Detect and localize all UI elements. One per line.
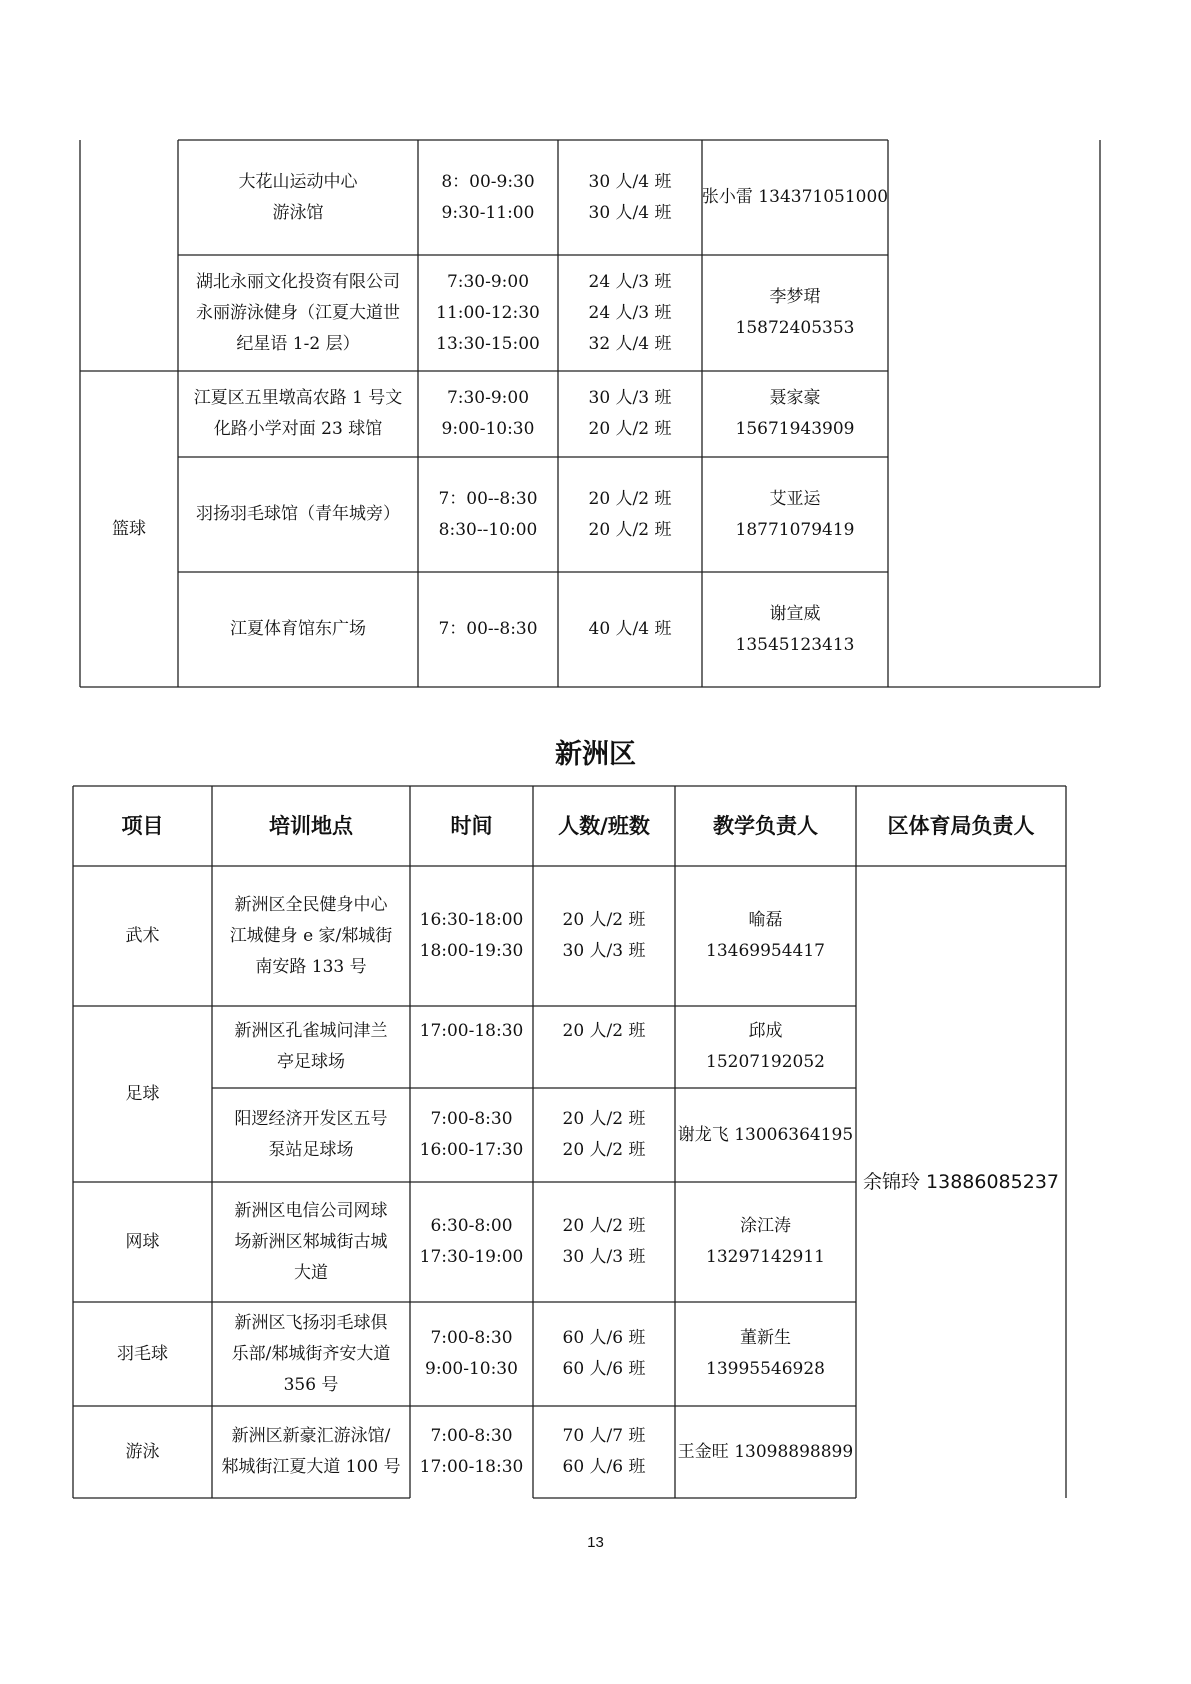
contact-line: 18771079419 — [735, 519, 855, 540]
capacity-cell — [558, 572, 702, 687]
sport-label: 羽毛球 — [117, 1343, 168, 1364]
capacity-line: 30 人/4 班 — [588, 171, 672, 192]
header-label: 项目 — [121, 813, 164, 838]
time-line: 9:30-11:00 — [441, 202, 535, 223]
contact-cell — [675, 866, 856, 1006]
location-line: 乐部/邾城街齐安大道 — [231, 1343, 391, 1364]
capacity-cell — [558, 371, 702, 457]
time-cell — [410, 1182, 533, 1302]
location-cell — [178, 140, 418, 255]
time-line: 7：00--8:30 — [438, 488, 538, 509]
location-cell — [178, 572, 418, 687]
time-cell — [418, 457, 558, 572]
sport-cell-badminton — [73, 1302, 212, 1406]
district-contact: 余锦玲 13886085237 — [862, 1170, 1059, 1193]
location-cell — [178, 255, 418, 371]
header-label: 时间 — [450, 813, 493, 838]
location-line: 新洲区孔雀城问津兰 — [234, 1021, 388, 1041]
time-line: 8：00-9:30 — [441, 171, 535, 192]
location-line: 亭足球场 — [277, 1052, 345, 1072]
contact-cell — [675, 1406, 856, 1498]
location-line: 新洲区全民健身中心 — [234, 894, 388, 915]
header-location — [212, 786, 410, 866]
capacity-cell — [533, 1182, 675, 1302]
sport-cell-wushu — [73, 866, 212, 1006]
location-cell — [212, 1088, 410, 1182]
contact-line: 13545123413 — [735, 634, 855, 655]
time-cell — [410, 1302, 533, 1406]
contact-line: 13297142911 — [706, 1247, 825, 1267]
capacity-line: 24 人/3 班 — [588, 302, 672, 323]
time-cell — [418, 140, 558, 255]
location-line: 新洲区新豪汇游泳馆/ — [231, 1426, 391, 1446]
sport-cell-swimming — [73, 1406, 212, 1498]
time-cell — [410, 1006, 533, 1088]
capacity-line: 20 人/2 班 — [562, 910, 646, 930]
contact-line: 邱成 — [748, 1021, 783, 1041]
location-cell — [212, 1006, 410, 1088]
time-line: 18:00-19:30 — [419, 941, 524, 961]
location-line: 江夏体育馆东广场 — [230, 619, 366, 639]
contact-line: 董新生 — [740, 1328, 791, 1348]
header-sport — [73, 786, 212, 866]
capacity-line: 20 人/2 班 — [562, 1021, 646, 1041]
contact-cell — [702, 572, 888, 687]
sport-label: 篮球 — [112, 518, 146, 539]
capacity-cell — [533, 866, 675, 1006]
capacity-cell — [533, 1006, 675, 1088]
time-line: 16:30-18:00 — [419, 910, 524, 930]
capacity-line: 20 人/2 班 — [588, 519, 672, 540]
sport-cell-basketball — [80, 371, 178, 687]
contact-line: 涂江涛 — [740, 1216, 791, 1236]
header-district-lead — [856, 786, 1066, 866]
contact-line: 15671943909 — [735, 419, 855, 439]
contact-cell — [675, 1182, 856, 1302]
header-label: 区体育局负责人 — [887, 813, 1035, 838]
location-cell — [178, 371, 418, 457]
time-cell — [410, 1088, 533, 1182]
time-cell — [410, 866, 533, 1006]
contact-cell — [675, 1006, 856, 1088]
time-cell — [418, 255, 558, 371]
location-line: 大道 — [294, 1262, 328, 1283]
sport-cell-tennis — [73, 1182, 212, 1302]
contact-line: 艾亚运 — [769, 488, 821, 509]
location-line: 泵站足球场 — [268, 1140, 354, 1160]
time-line: 7:00-8:30 — [430, 1109, 513, 1129]
time-line: 17:00-18:30 — [419, 1021, 524, 1041]
capacity-cell — [558, 140, 702, 255]
location-line: 新洲区电信公司网球 — [234, 1200, 388, 1221]
location-cell — [212, 1182, 410, 1302]
location-line: 化路小学对面 23 球馆 — [213, 419, 383, 439]
time-line: 17:30-19:00 — [419, 1247, 524, 1267]
section-title: 新洲区 — [555, 739, 636, 770]
capacity-cell — [558, 457, 702, 572]
capacity-line: 32 人/4 班 — [588, 333, 672, 354]
location-cell — [178, 457, 418, 572]
header-time — [410, 786, 533, 866]
capacity-line: 70 人/7 班 — [562, 1426, 646, 1446]
time-line: 9:00-10:30 — [425, 1359, 518, 1379]
district-contact-cell — [856, 866, 1066, 1498]
capacity-cell — [533, 1406, 675, 1498]
location-line: 江城健身 e 家/邾城街 — [229, 925, 393, 946]
location-cell — [212, 1406, 410, 1498]
capacity-cell — [558, 255, 702, 371]
contact-line: 王金旺 13098898899 — [677, 1441, 854, 1462]
capacity-line: 30 人/3 班 — [588, 388, 672, 408]
location-cell — [212, 866, 410, 1006]
capacity-line: 60 人/6 班 — [562, 1359, 646, 1379]
location-line: 南安路 133 号 — [255, 956, 367, 977]
contact-line: 谢龙飞 13006364195 — [677, 1124, 854, 1145]
capacity-line: 20 人/2 班 — [562, 1109, 646, 1129]
location-line: 永丽游泳健身（江夏大道世 — [196, 302, 400, 323]
capacity-line: 24 人/3 班 — [588, 271, 672, 292]
contact-cell — [702, 255, 888, 371]
time-line: 6:30-8:00 — [430, 1216, 513, 1236]
time-line: 7:30-9:00 — [446, 271, 530, 292]
capacity-line: 60 人/6 班 — [562, 1328, 646, 1348]
location-line: 大花山运动中心 — [238, 171, 358, 192]
contact-line: 15207192052 — [706, 1052, 825, 1072]
capacity-line: 20 人/2 班 — [562, 1140, 646, 1160]
header-teaching-lead — [675, 786, 856, 866]
time-line: 7：00--8:30 — [438, 619, 538, 639]
contact-cell — [675, 1088, 856, 1182]
sport-label: 足球 — [125, 1083, 160, 1104]
location-line: 湖北永丽文化投资有限公司 — [196, 271, 400, 292]
location-line: 场新洲区邾城街古城 — [234, 1231, 388, 1252]
sport-cell-football — [73, 1006, 212, 1182]
sport-label: 游泳 — [125, 1441, 160, 1462]
time-line: 8:30--10:00 — [438, 519, 538, 540]
capacity-line: 20 人/2 班 — [588, 419, 672, 439]
contact-cell — [702, 140, 888, 255]
time-line: 7:30-9:00 — [446, 388, 530, 408]
contact-line: 喻磊 — [748, 910, 783, 930]
contact-line: 13995546928 — [706, 1359, 825, 1379]
location-line: 356 号 — [283, 1374, 339, 1395]
location-line: 江夏区五里墩高农路 1 号文 — [193, 388, 403, 408]
capacity-line: 60 人/6 班 — [562, 1457, 646, 1477]
time-cell — [418, 371, 558, 457]
time-line: 17:00-18:30 — [419, 1457, 524, 1477]
time-line: 13:30-15:00 — [436, 333, 540, 354]
time-cell — [410, 1406, 533, 1498]
capacity-line: 30 人/4 班 — [588, 202, 672, 223]
contact-cell — [675, 1302, 856, 1406]
sport-label: 武术 — [125, 925, 160, 946]
contact-cell — [702, 457, 888, 572]
contact-line: 13469954417 — [706, 941, 825, 961]
time-line: 16:00-17:30 — [419, 1140, 524, 1160]
header-label: 教学负责人 — [713, 813, 818, 838]
contact-line: 15872405353 — [735, 318, 855, 338]
time-line: 7:00-8:30 — [430, 1328, 513, 1348]
contact-line: 李梦珺 — [769, 287, 821, 307]
contact-cell — [702, 371, 888, 457]
contact-line: 聂家豪 — [769, 388, 821, 408]
capacity-line: 40 人/4 班 — [588, 619, 672, 639]
location-line: 羽扬羽毛球馆（青年城旁） — [196, 504, 400, 524]
time-line: 11:00-12:30 — [436, 302, 540, 323]
header-label: 培训地点 — [269, 813, 353, 838]
contact-line: 张小雷 134371051000 — [701, 187, 889, 207]
location-cell — [212, 1302, 410, 1406]
time-line: 7:00-8:30 — [430, 1426, 513, 1446]
capacity-line: 20 人/2 班 — [588, 488, 672, 509]
capacity-cell — [533, 1088, 675, 1182]
capacity-cell — [533, 1302, 675, 1406]
location-line: 纪星语 1-2 层） — [236, 333, 360, 354]
location-line: 新洲区飞扬羽毛球俱 — [234, 1312, 388, 1333]
header-label: 人数/班数 — [558, 813, 650, 838]
capacity-line: 30 人/3 班 — [562, 1247, 646, 1267]
contact-line: 谢宣威 — [769, 603, 821, 624]
capacity-line: 20 人/2 班 — [562, 1216, 646, 1236]
location-line: 邾城街江夏大道 100 号 — [221, 1457, 401, 1477]
sport-label: 网球 — [125, 1231, 160, 1252]
time-cell — [418, 572, 558, 687]
header-capacity — [533, 786, 675, 866]
location-line: 阳逻经济开发区五号 — [234, 1109, 388, 1129]
time-line: 9:00-10:30 — [441, 419, 535, 439]
capacity-line: 30 人/3 班 — [562, 941, 646, 961]
page-number: 13 — [587, 1534, 604, 1551]
location-line: 游泳馆 — [272, 202, 324, 223]
